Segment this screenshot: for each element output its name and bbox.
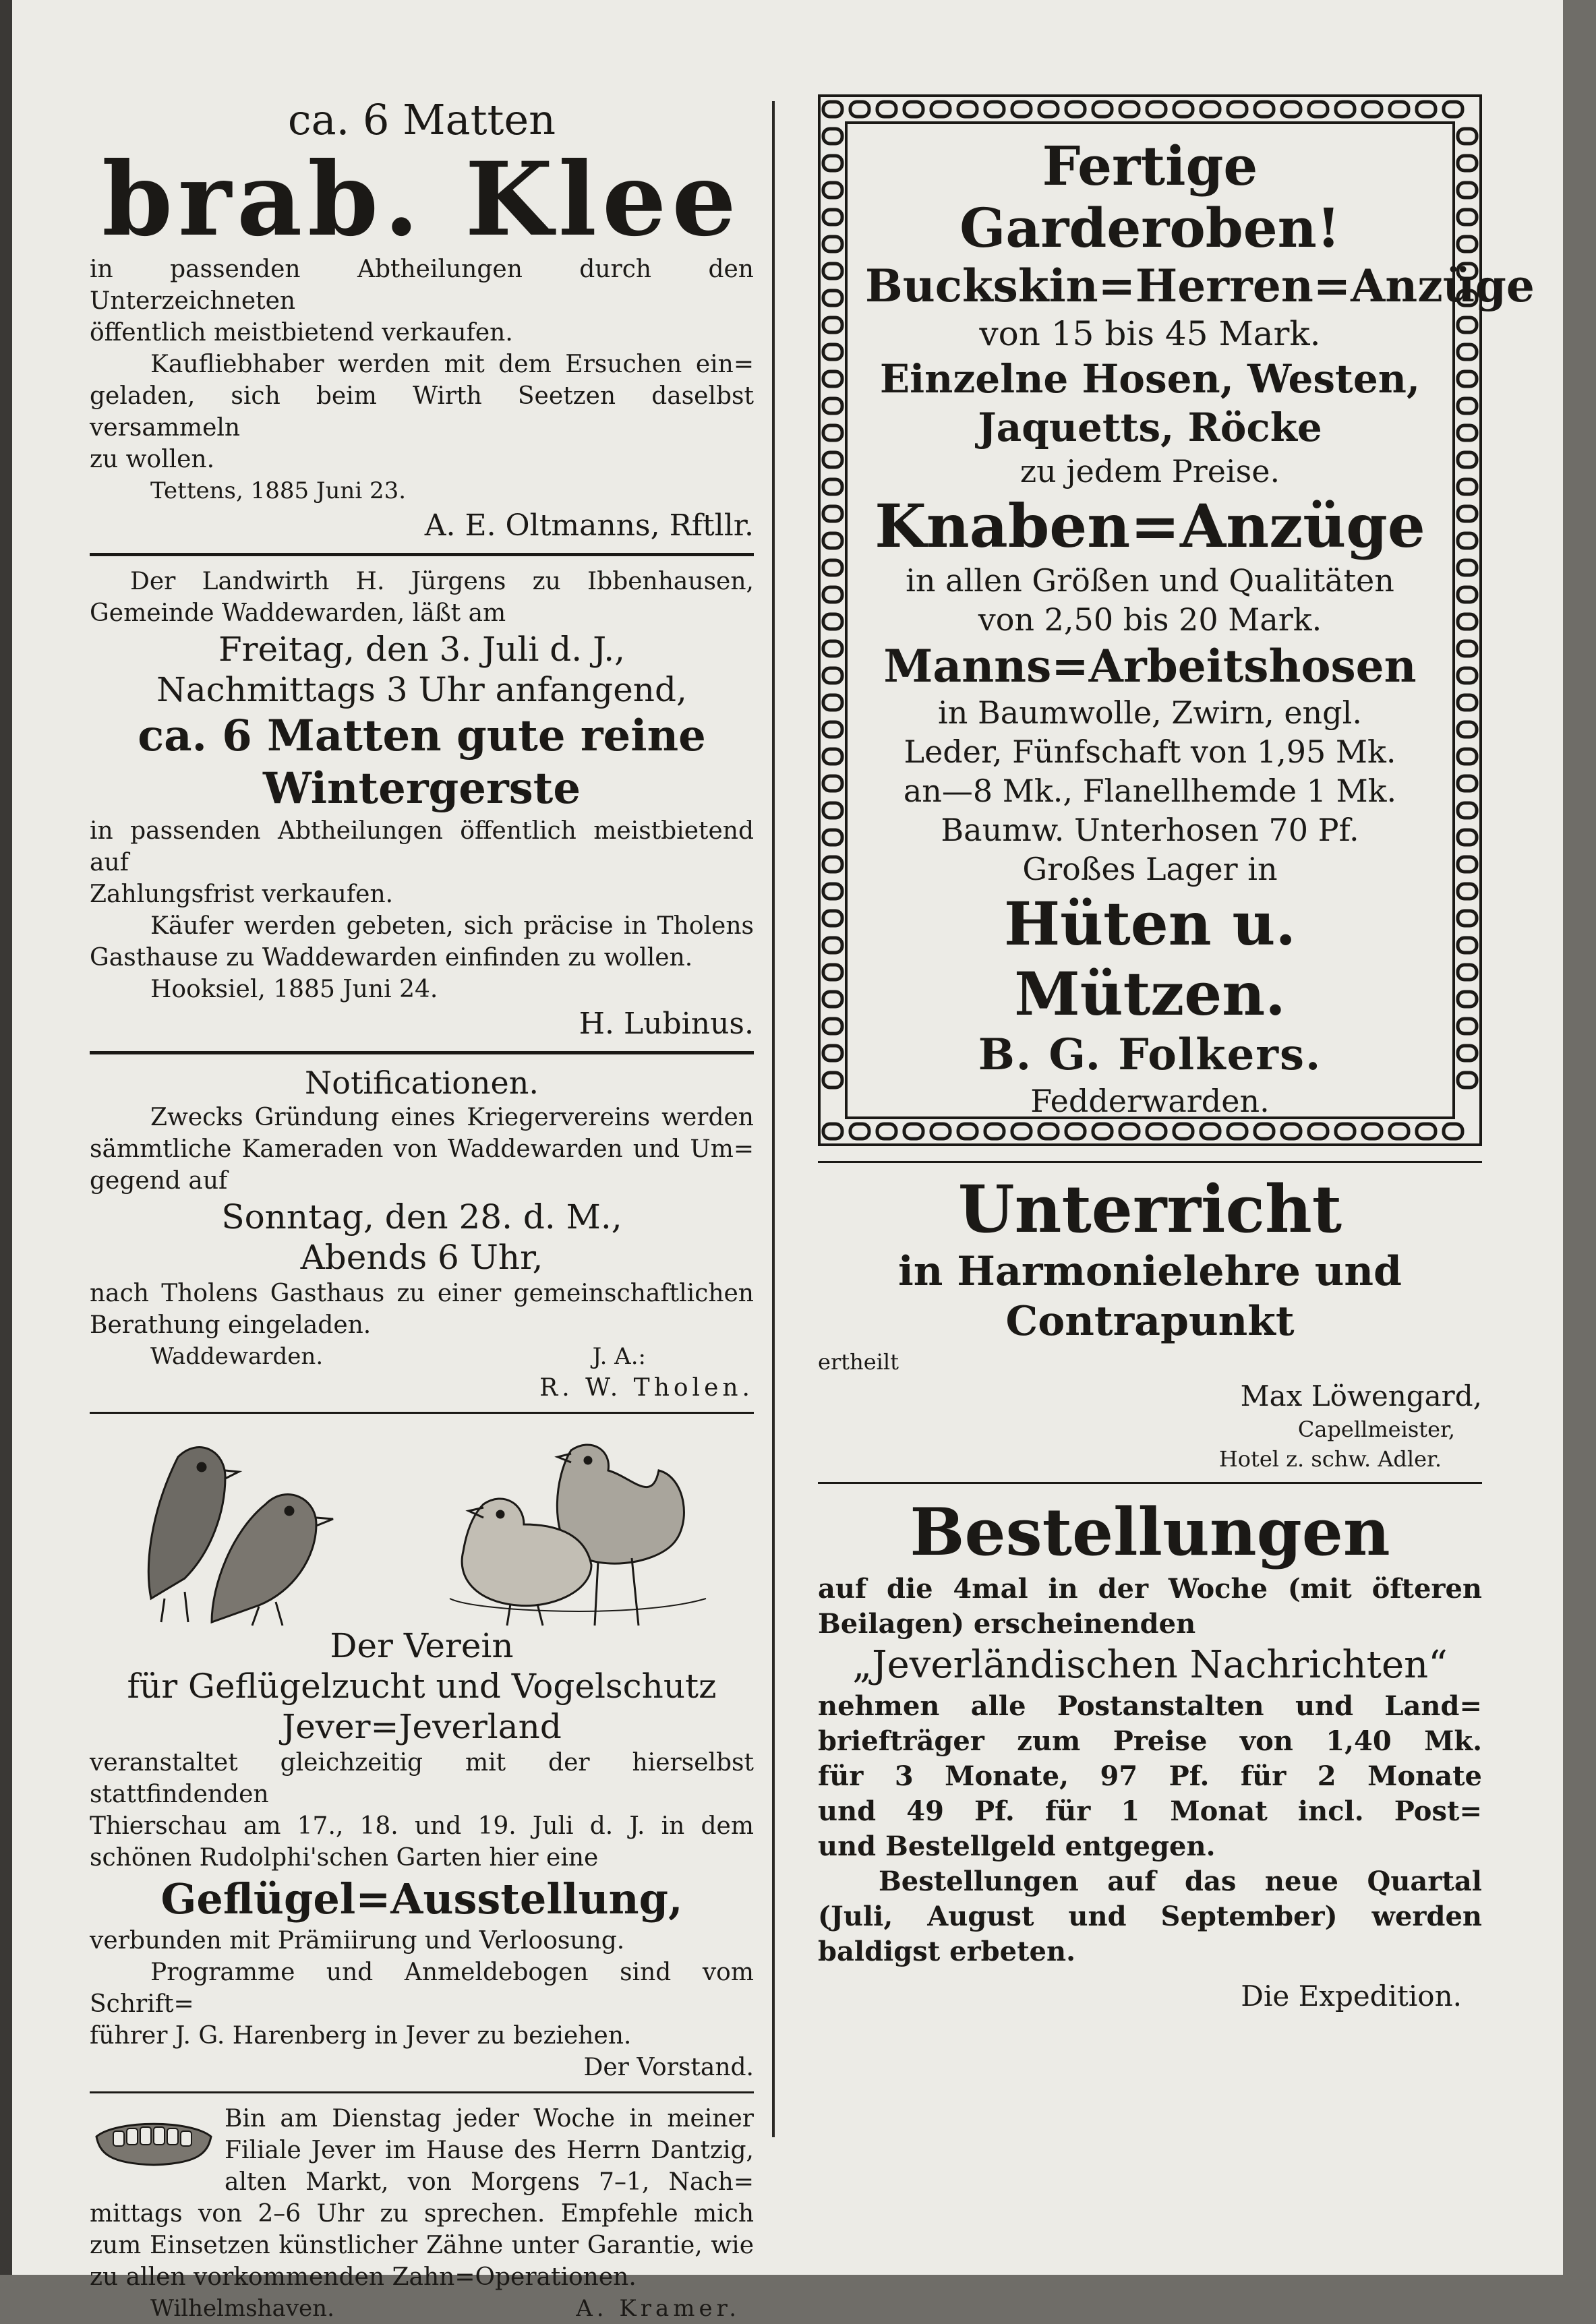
ad-text: verbunden mit Prämiirung und Verloosung.: [90, 1927, 625, 1955]
ad-text: öffentlich meistbietend verkaufen.: [90, 319, 513, 347]
ad-subheadline: Contrapunkt: [1005, 1298, 1295, 1345]
signature: R. W. Tholen.: [539, 1374, 754, 1402]
ad-title: für Geflügelzucht und Vogelschutz: [127, 1667, 717, 1706]
ad-text: Bestellungen auf das neue Quartal: [879, 1866, 1482, 1897]
column-divider: [772, 101, 775, 2137]
ad-text: zum Einsetzen künstlicher Zähne unter Garantie, wie: [90, 2232, 754, 2259]
newspaper-name: „Jeverländischen Nachrichten“: [852, 1643, 1448, 1687]
ad-text: Filiale Jever im Hause des Herrn Dantzig,: [225, 2137, 754, 2164]
ad-text: und 49 Pf. für 1 Monat incl. Post=: [818, 1795, 1482, 1827]
ad-title: Jever=Jeverland: [282, 1707, 562, 1746]
ad-merchant: B. G. Folkers.: [978, 1030, 1322, 1080]
ad-text: Großes Lager in: [1022, 851, 1278, 887]
separator: [818, 1161, 1482, 1163]
ad-headline: Manns=Arbeitshosen: [883, 640, 1417, 692]
place-date: Tettens, 1885 Juni 23.: [150, 477, 407, 504]
dentures-icon: [90, 2116, 218, 2170]
newspaper-page: [12, 0, 1563, 2322]
ad-headline: Geflügel=Ausstellung,: [160, 1874, 683, 1924]
ad-text: ertheilt: [818, 1349, 899, 1375]
ad-text: Zahlungsfrist verkaufen.: [90, 881, 394, 908]
ad-text: von 15 bis 45 Mark.: [979, 314, 1321, 353]
place: Waddewarden.: [150, 1343, 324, 1370]
ad-text: schönen Rudolphi'schen Garten hier eine: [90, 1844, 599, 1872]
ad-text: zu jedem Preise.: [1019, 453, 1280, 489]
ad-text: in passenden Abtheilungen durch den Unterzeichneten: [90, 256, 754, 315]
ad-text: Käufer werden gebeten, sich präcise in Tholens: [150, 912, 754, 940]
ad-wintergerste: [90, 566, 754, 1043]
ad-text: für 3 Monate, 97 Pf. für 2 Monate: [818, 1760, 1482, 1792]
ad-text: sämmtliche Kameraden von Waddewarden und Um=: [90, 1135, 754, 1163]
separator: [90, 2091, 754, 2093]
poultry-illustration: [90, 1423, 754, 1626]
separator: [90, 1412, 754, 1414]
ad-text: nehmen alle Postanstalten und Land=: [818, 1690, 1482, 1722]
place-date: Hooksiel, 1885 Juni 24.: [150, 976, 438, 1003]
ad-text: veranstaltet gleichzeitig mit der hierselbst stattfindenden: [90, 1749, 754, 1808]
ad-text: Beilagen) erscheinenden: [818, 1608, 1196, 1640]
signature: Die Expedition.: [1241, 1979, 1462, 2013]
ad-text: Thierschau am 17., 18. und 19. Juli d. J. in dem: [90, 1812, 754, 1840]
ad-headline: Fertige Garderoben!: [959, 134, 1340, 260]
ad-text: gegend auf: [90, 1167, 228, 1195]
ad-text: zu wollen.: [90, 446, 215, 473]
ad-text: nach Tholens Gasthaus zu einer gemeinschaftlichen: [90, 1280, 754, 1307]
ad-text: (Juli, August und September) werden: [818, 1901, 1482, 1932]
ad-klee-auction: [90, 94, 754, 545]
ad-text: Der Landwirth H. Jürgens zu Ibbenhausen,: [130, 568, 754, 595]
ad-text: führer J. G. Harenberg in Jever zu beziehen.: [90, 2022, 632, 2050]
ad-text: von 2,50 bis 20 Mark.: [978, 601, 1322, 638]
ad-text: in Baumwolle, Zwirn, engl.: [938, 694, 1362, 731]
ad-text: Berathung eingeladen.: [90, 1311, 372, 1339]
ad-text: Leder, Fünfschaft von 1,95 Mk.: [904, 734, 1396, 770]
ad-title: Notificationen.: [305, 1065, 539, 1101]
ad-time: Abends 6 Uhr,: [300, 1238, 543, 1277]
ad-text: in allen Größen und Qualitäten: [906, 562, 1394, 599]
ad-text: Gasthause zu Waddewarden einfinden zu wollen.: [90, 944, 693, 972]
ad-line: ca. 6 Matten: [287, 95, 556, 144]
ad-text: Gemeinde Waddewarden, läßt am: [90, 599, 506, 627]
pigeons-illustration: [124, 1430, 367, 1626]
separator: [90, 553, 754, 556]
ad-folkers-clothing: [818, 94, 1535, 1146]
ad-text: mittags von 2–6 Uhr zu sprechen. Empfehle mich: [90, 2200, 754, 2228]
ad-headline: Knaben=Anzüge: [875, 491, 1425, 561]
ad-notificationen: [90, 1064, 754, 1404]
ad-unterricht: [818, 1172, 1482, 1474]
ad-bestellungen: [818, 1493, 1482, 2017]
ad-title: Der Verein: [330, 1626, 514, 1665]
ad-text: auf die 4mal in der Woche (mit öfteren: [818, 1573, 1482, 1605]
chickens-illustration: [436, 1430, 719, 1626]
left-column: [90, 94, 754, 2324]
page-edge: [0, 0, 12, 2275]
ad-headline: Buckskin=Herren=Anzüge: [865, 260, 1535, 312]
teacher-hotel: Hotel z. schw. Adler.: [1218, 1446, 1442, 1472]
ad-subheadline: in Harmonielehre und: [897, 1248, 1402, 1295]
ad-text: alten Markt, von Morgens 7–1, Nach=: [225, 2168, 754, 2196]
ad-item: ca. 6 Matten gute reine: [138, 711, 706, 761]
ad-headline: brab. Klee: [102, 140, 742, 259]
ad-text: baldigst erbeten.: [818, 1936, 1076, 1967]
teacher-role: Capellmeister,: [1297, 1417, 1455, 1442]
ad-text: Programme und Anmeldebogen sind vom Schrift=: [90, 1959, 754, 2018]
ad-text: geladen, sich beim Wirth Seetzen daselbst versammeln: [90, 382, 754, 442]
separator: [818, 1482, 1482, 1484]
ad-gefluegel: [90, 1423, 754, 2083]
ad-text: briefträger zum Preise von 1,40 Mk.: [818, 1725, 1482, 1757]
ad-item: Wintergerste: [262, 763, 581, 814]
ad-text: Kaufliebhaber werden mit dem Ersuchen ein=: [150, 351, 754, 378]
signature: A. E. Oltmanns, Rftllr.: [424, 508, 754, 543]
ad-text: Bin am Dienstag jeder Woche in meiner: [225, 2105, 754, 2133]
ad-headline: Einzelne Hosen, Westen,: [879, 356, 1421, 402]
ad-time: Nachmittags 3 Uhr anfangend,: [156, 670, 687, 709]
separator: [90, 1051, 754, 1054]
ad-headline: Jaquetts, Röcke: [978, 405, 1322, 450]
signature: H. Lubinus.: [579, 1007, 754, 1041]
ad-place: Fedderwarden.: [1030, 1083, 1270, 1119]
place: Wilhelmshaven.: [150, 2295, 334, 2322]
ad-text: an—8 Mk., Flanellhemde 1 Mk.: [903, 773, 1397, 809]
ad-date: Sonntag, den 28. d. M.,: [221, 1197, 622, 1237]
ad-text: und Bestellgeld entgegen.: [818, 1830, 1216, 1862]
ad-headline: Hüten u. Mützen.: [1004, 889, 1296, 1029]
teacher-name: Max Löwengard,: [1240, 1379, 1482, 1412]
signature: Der Vorstand.: [583, 2054, 754, 2081]
ad-headline: Bestellungen: [910, 1494, 1390, 1570]
ad-dentist: [90, 2103, 754, 2324]
ad-text: Zwecks Gründung eines Kriegervereins werden: [150, 1104, 754, 1131]
right-column: [818, 94, 1535, 2017]
ad-date: Freitag, den 3. Juli d. J.,: [218, 630, 626, 669]
ad-headline: Unterricht: [957, 1171, 1342, 1247]
on-behalf: J. A.:: [592, 1343, 646, 1370]
ad-text: zu allen vorkommenden Zahn=Operationen.: [90, 2263, 637, 2291]
ad-text: Baumw. Unterhosen 70 Pf.: [941, 812, 1359, 848]
signature: A. Kramer.: [576, 2295, 740, 2322]
ad-text: in passenden Abtheilungen öffentlich meistbietend auf: [90, 817, 754, 876]
